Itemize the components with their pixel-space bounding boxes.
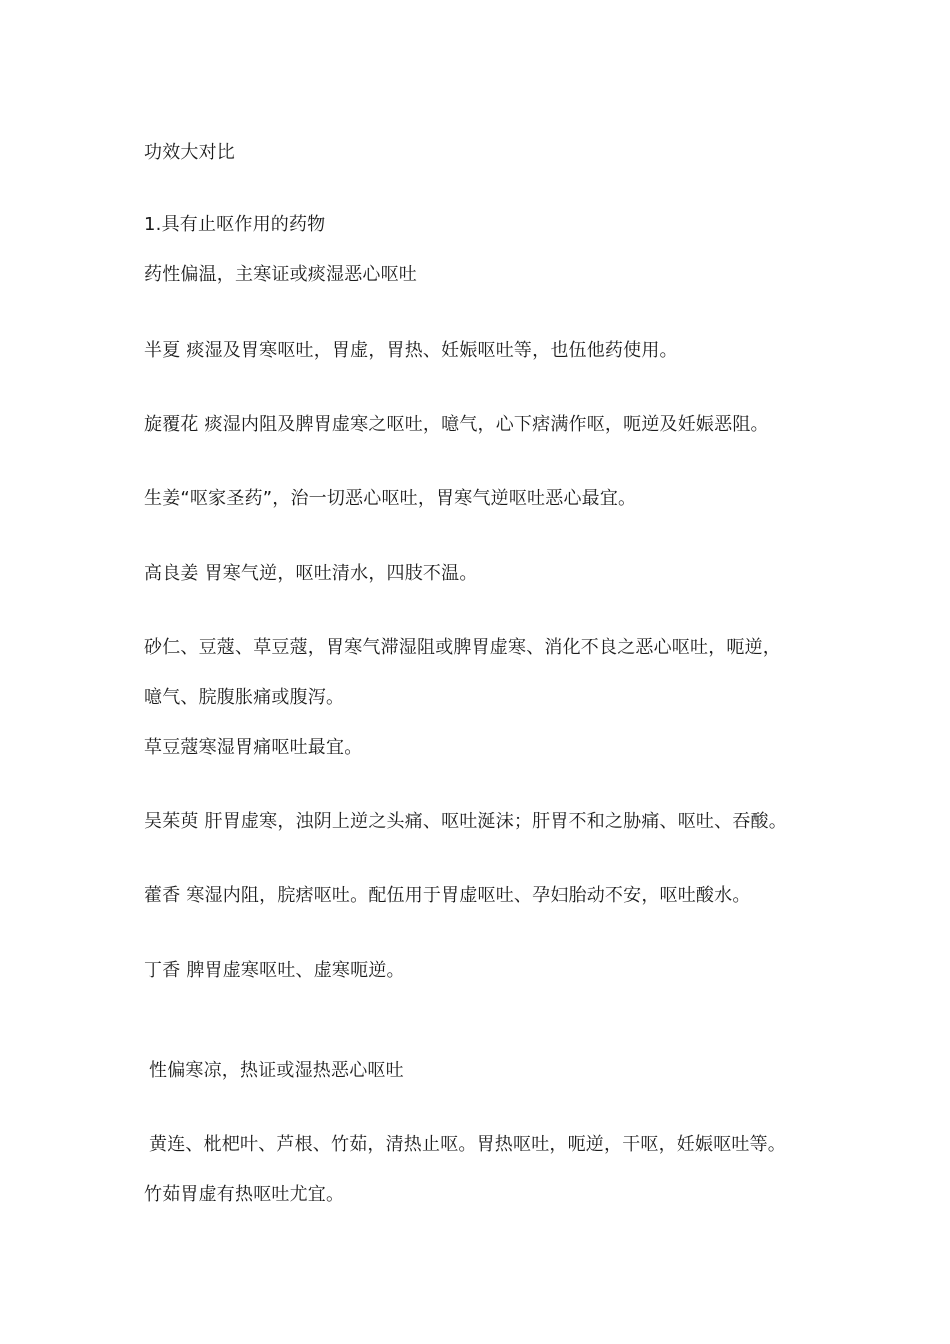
entry-sharen: 砂仁、豆蔻、草豆蔻，胃寒气滞湿阻或脾胃虚寒、消化不良之恶心呕吐，呃逆， <box>144 637 781 658</box>
entry-dingxiang: 丁香 脾胃虚寒呕吐、虚寒呃逆。 <box>144 960 405 981</box>
entry-huoxiang: 藿香 寒湿内阻，脘痞呕吐。配伍用于胃虚呕吐、孕妇胎动不安，呕吐酸水。 <box>144 885 751 906</box>
warm-group-heading: 药性偏温，主寒证或痰湿恶心呕吐 <box>144 264 417 285</box>
document-title: 功效大对比 <box>144 142 235 163</box>
entry-xuanfuhua: 旋覆花 痰湿内阻及脾胃虚寒之呕吐，噫气，心下痞满作呕，呃逆及妊娠恶阻。 <box>144 414 769 435</box>
entry-wuzhuyu: 吴茱萸 肝胃虚寒，浊阴上逆之头痛、呕吐涎沫；肝胃不和之胁痛、呕吐、吞酸。 <box>144 811 787 832</box>
cold-group-heading: 性偏寒凉，热证或湿热恶心呕吐 <box>149 1060 404 1081</box>
entry-banxia: 半夏 痰湿及胃寒呕吐，胃虚，胃热、妊娠呕吐等，也伍他药使用。 <box>144 340 678 361</box>
entry-huanglian: 黄连、枇杷叶、芦根、竹茹，清热止呕。胃热呕吐，呃逆，干呕，妊娠呕吐等。 <box>149 1134 786 1155</box>
entry-caodoukou: 草豆蔻寒湿胃痛呕吐最宜。 <box>144 737 363 758</box>
entry-zhuru: 竹茹胃虚有热呕吐尤宜。 <box>144 1184 345 1205</box>
entry-sharen-cont: 噫气、脘腹胀痛或腹泻。 <box>144 687 345 708</box>
entry-shengjiang: 生姜“呕家圣药”，治一切恶心呕吐，胃寒气逆呕吐恶心最宜。 <box>144 488 637 509</box>
section-heading: 1.具有止呕作用的药物 <box>144 214 326 235</box>
entry-gaoliangjiang: 高良姜 胃寒气逆，呕吐清水，四肢不温。 <box>144 563 478 584</box>
